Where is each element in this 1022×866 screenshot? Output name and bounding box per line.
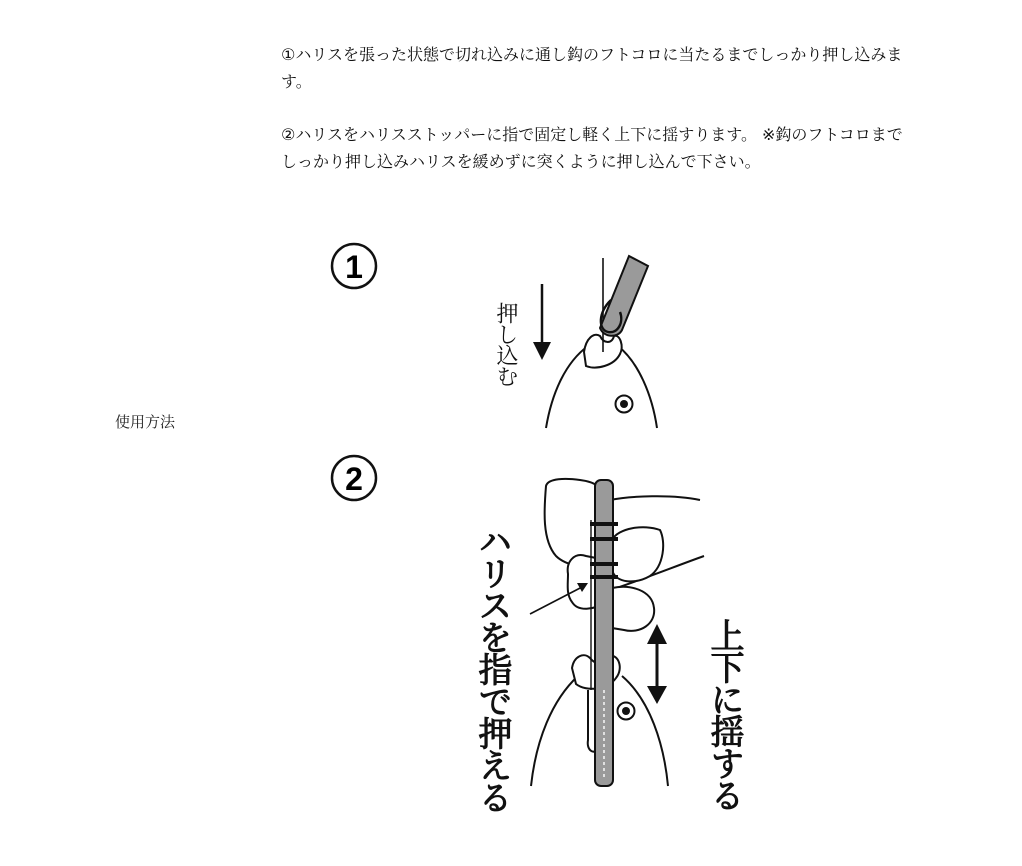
stopper-tool-step-1 — [600, 256, 648, 352]
hand-step-2 — [545, 479, 704, 631]
up-down-arrow-icon — [647, 624, 667, 704]
step-2-number: 2 — [345, 461, 363, 497]
instruction-step-2: ②ハリスをハリスストッパーに指で固定し軽く上下に揺すります。 ※鈎のフトコロまでしっかり押し込みハリスを緩めずに突くように押し込んで下さい。 — [281, 125, 903, 171]
usage-label: 使用方法 — [115, 413, 176, 431]
instruction-step-1: ①ハリスを張った状態で切れ込みに通し鈎のフトコロに当たるまでしっかり押し込みます。 — [281, 45, 903, 91]
stopper-tool-step-2 — [590, 480, 618, 786]
hold-line-caption: ハリスを指で押える — [472, 524, 512, 812]
step-2-badge — [332, 456, 376, 500]
push-down-arrow-icon — [533, 284, 551, 360]
step-1-badge — [332, 244, 376, 288]
shake-caption: 上下に揺する — [704, 618, 744, 810]
push-caption: 押し込む — [493, 302, 518, 386]
fish-head-step-1 — [546, 335, 657, 428]
step-1-number: 1 — [345, 249, 363, 285]
